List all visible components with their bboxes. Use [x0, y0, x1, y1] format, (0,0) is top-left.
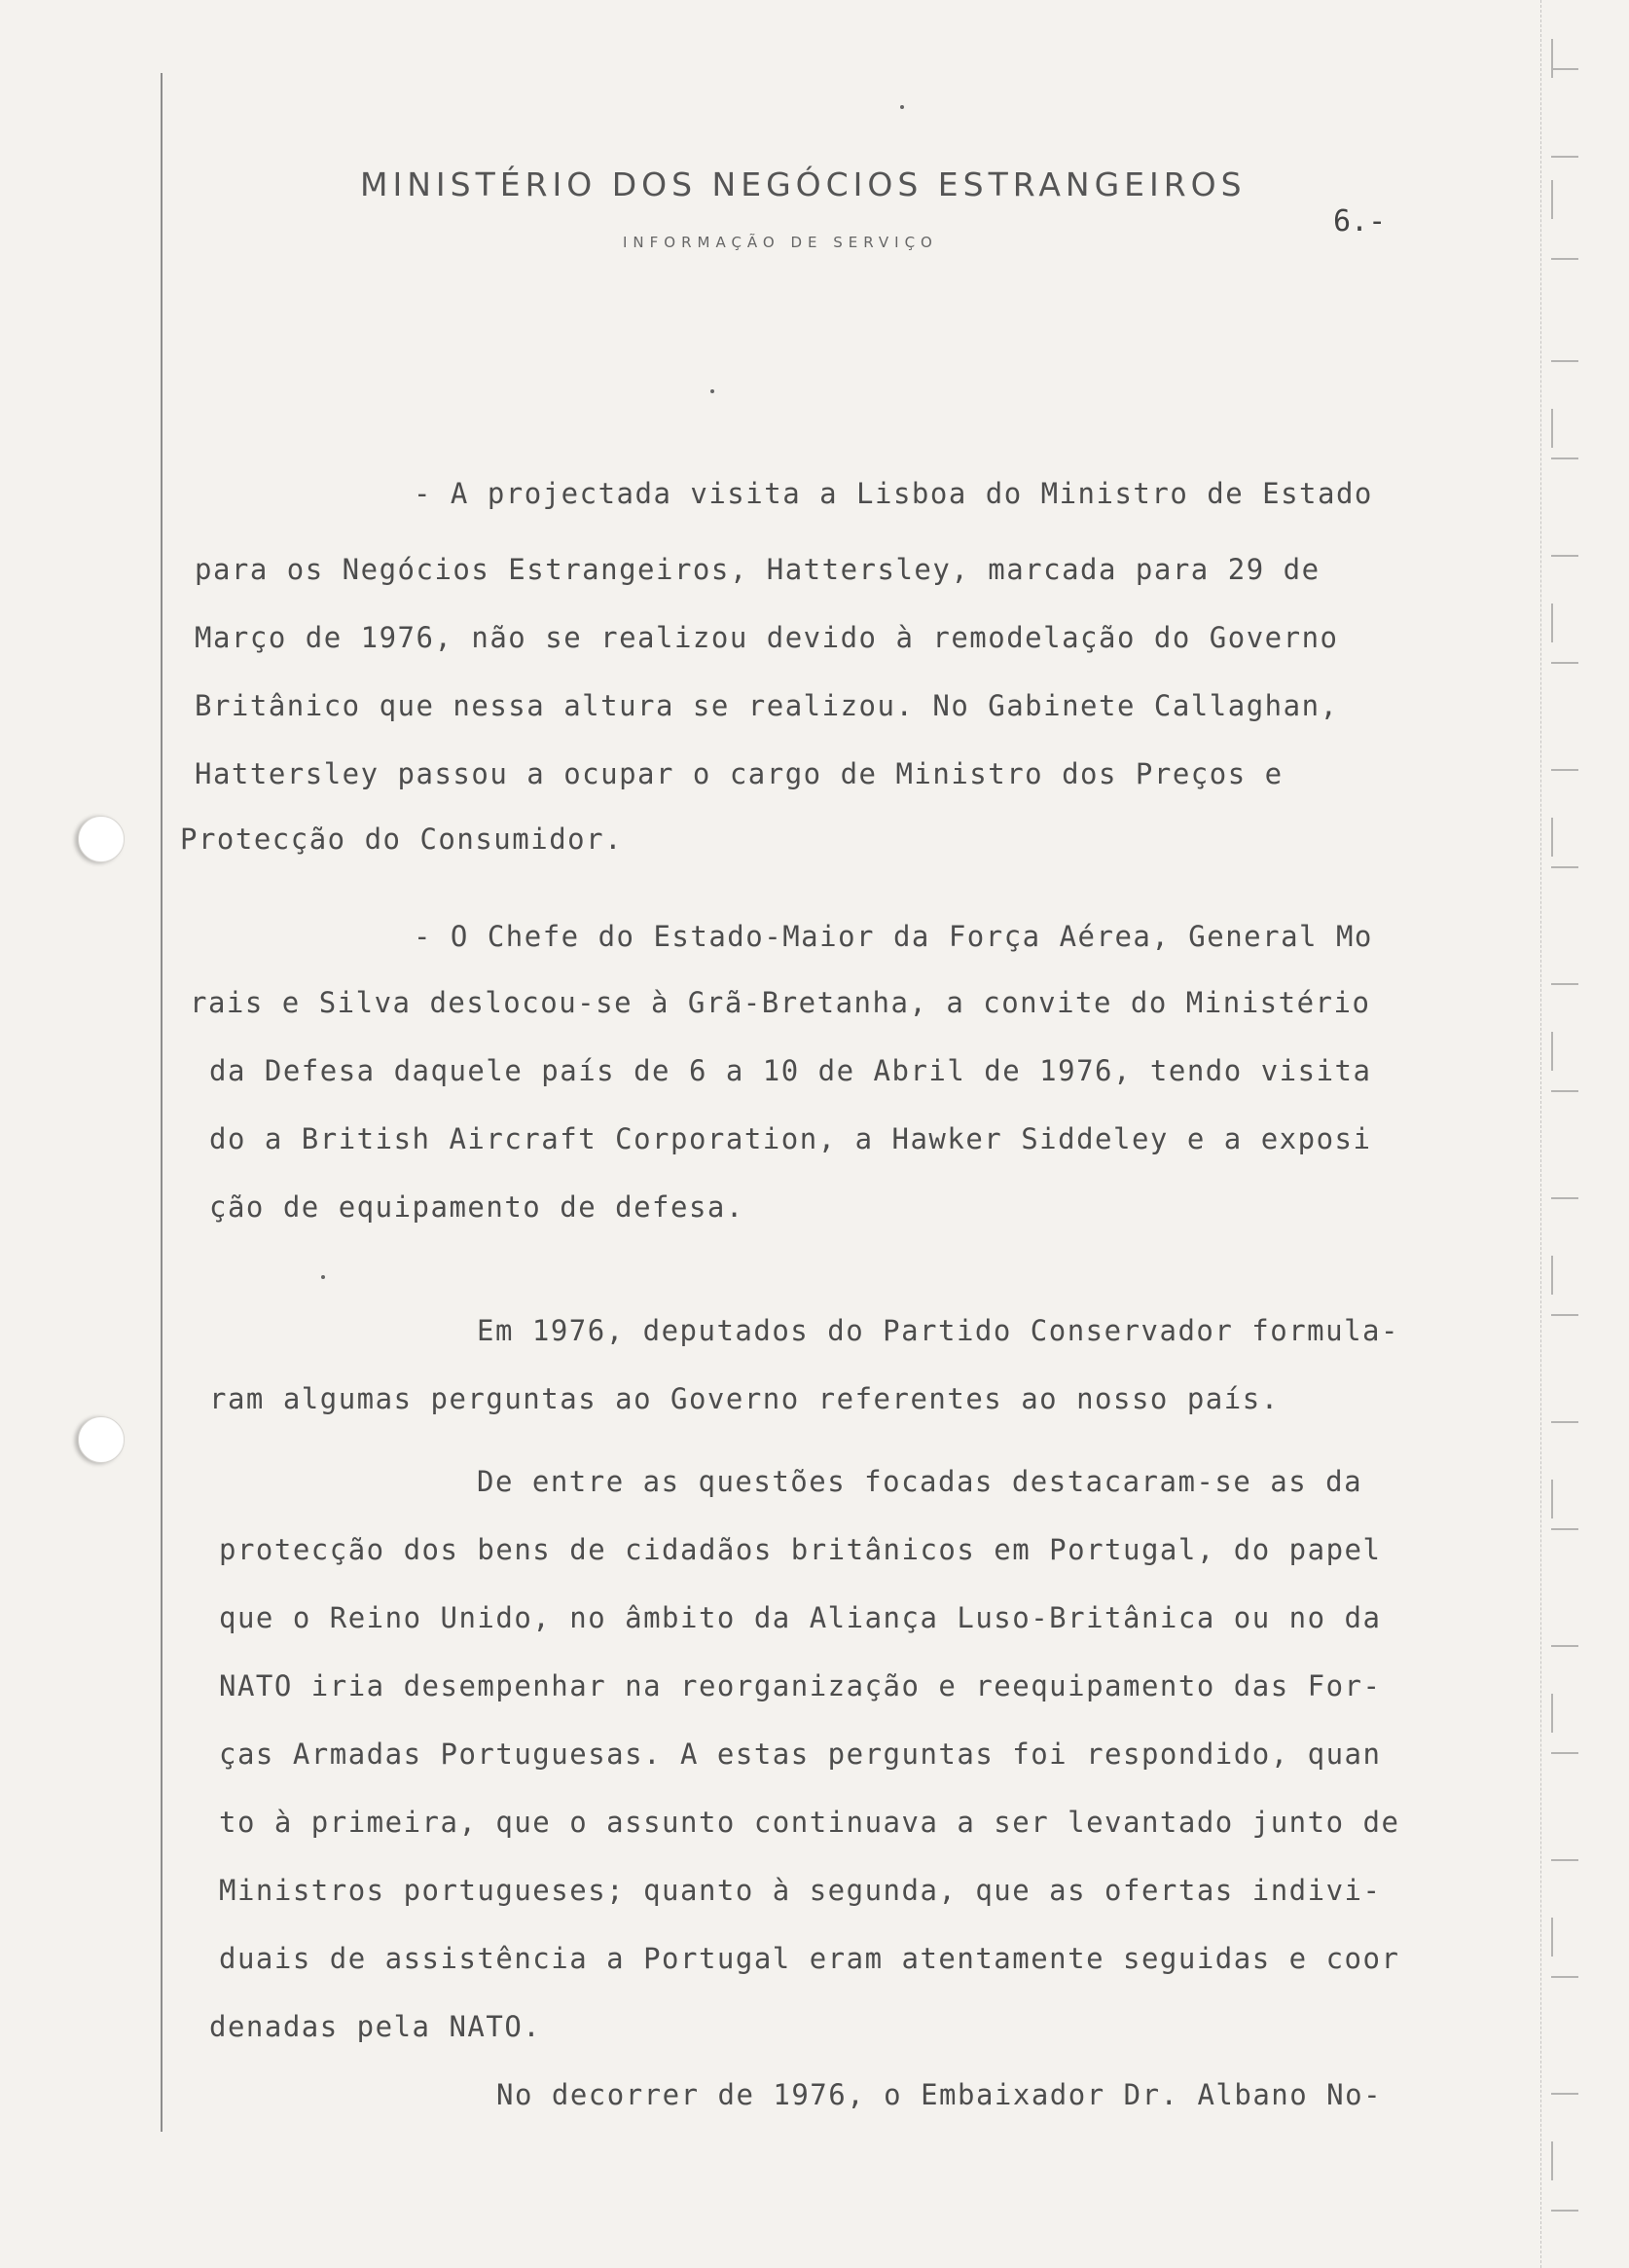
paragraph-2-line-5: ção de equipamento de defesa. [209, 1190, 744, 1224]
paragraph-1-line-5: Hattersley passou a ocupar o cargo de Ministro dos Preços e [195, 757, 1284, 790]
paragraph-4-line-2: protecção dos bens de cidadãos britânicos em Portugal, do papel [219, 1533, 1382, 1566]
stray-mark [900, 105, 904, 109]
paragraph-4-line-4: NATO iria desempenhar na reorganização e reequipamento das For- [219, 1669, 1382, 1702]
service-info-subheader: INFORMAÇÃO DE SERVIÇO [623, 234, 938, 251]
paragraph-1-line-2: para os Negócios Estrangeiros, Hattersley, marcada para 29 de [195, 553, 1321, 586]
paragraph-3-line-2: ram algumas perguntas ao Governo referentes ao nosso país. [209, 1382, 1280, 1415]
paragraph-2-line-3: da Defesa daquele país de 6 a 10 de Abril de 1976, tendo visita [209, 1054, 1372, 1087]
paragraph-4-line-7: Ministros portugueses; quanto à segunda, que as ofertas indivi- [219, 1874, 1382, 1907]
paragraph-1-line-6: Protecção do Consumidor. [180, 823, 624, 856]
stray-mark [710, 389, 714, 393]
paragraph-3-line-1: Em 1976, deputados do Partido Conservador formula- [477, 1314, 1399, 1347]
left-margin-rule [161, 73, 163, 2132]
paragraph-2-line-1: - O Chefe do Estado-Maior da Força Aérea, General Mo [414, 920, 1373, 953]
ministry-header: MINISTÉRIO DOS NEGÓCIOS ESTRANGEIROS [360, 165, 1247, 203]
paragraph-4-line-6: to à primeira, que o assunto continuava a ser levantado junto de [219, 1806, 1400, 1839]
paragraph-2-line-2: rais e Silva deslocou-se à Grã-Bretanha, a convite do Ministério [190, 986, 1371, 1019]
paragraph-1-line-4: Britânico que nessa altura se realizou. No Gabinete Callaghan, [195, 689, 1339, 722]
paragraph-2-line-4: do a British Aircraft Corporation, a Hawker Siddeley e a exposi [209, 1122, 1372, 1155]
paragraph-4-line-9: denadas pela NATO. [209, 2010, 542, 2043]
paragraph-1-line-3: Março de 1976, não se realizou devido à remodelação do Governo [195, 621, 1339, 654]
punch-hole-bottom [78, 1416, 125, 1463]
paragraph-4-line-1: De entre as questões focadas destacaram-se as da [477, 1465, 1363, 1498]
punch-hole-top [78, 816, 125, 862]
paragraph-4-line-3: que o Reino Unido, no âmbito da Aliança Luso-Britânica ou no da [219, 1601, 1382, 1634]
page-number: 6.- [1333, 204, 1387, 238]
paragraph-4-line-8: duais de assistência a Portugal eram atentamente seguidas e coor [219, 1942, 1400, 1975]
right-binding-marks [1540, 0, 1600, 2268]
paragraph-4-line-5: ças Armadas Portuguesas. A estas perguntas foi respondido, quan [219, 1738, 1382, 1771]
stray-mark [321, 1275, 325, 1279]
paragraph-1-line-1: - A projectada visita a Lisboa do Ministro de Estado [414, 477, 1373, 510]
paragraph-5-line-1: No decorrer de 1976, o Embaixador Dr. Albano No- [496, 2078, 1383, 2111]
